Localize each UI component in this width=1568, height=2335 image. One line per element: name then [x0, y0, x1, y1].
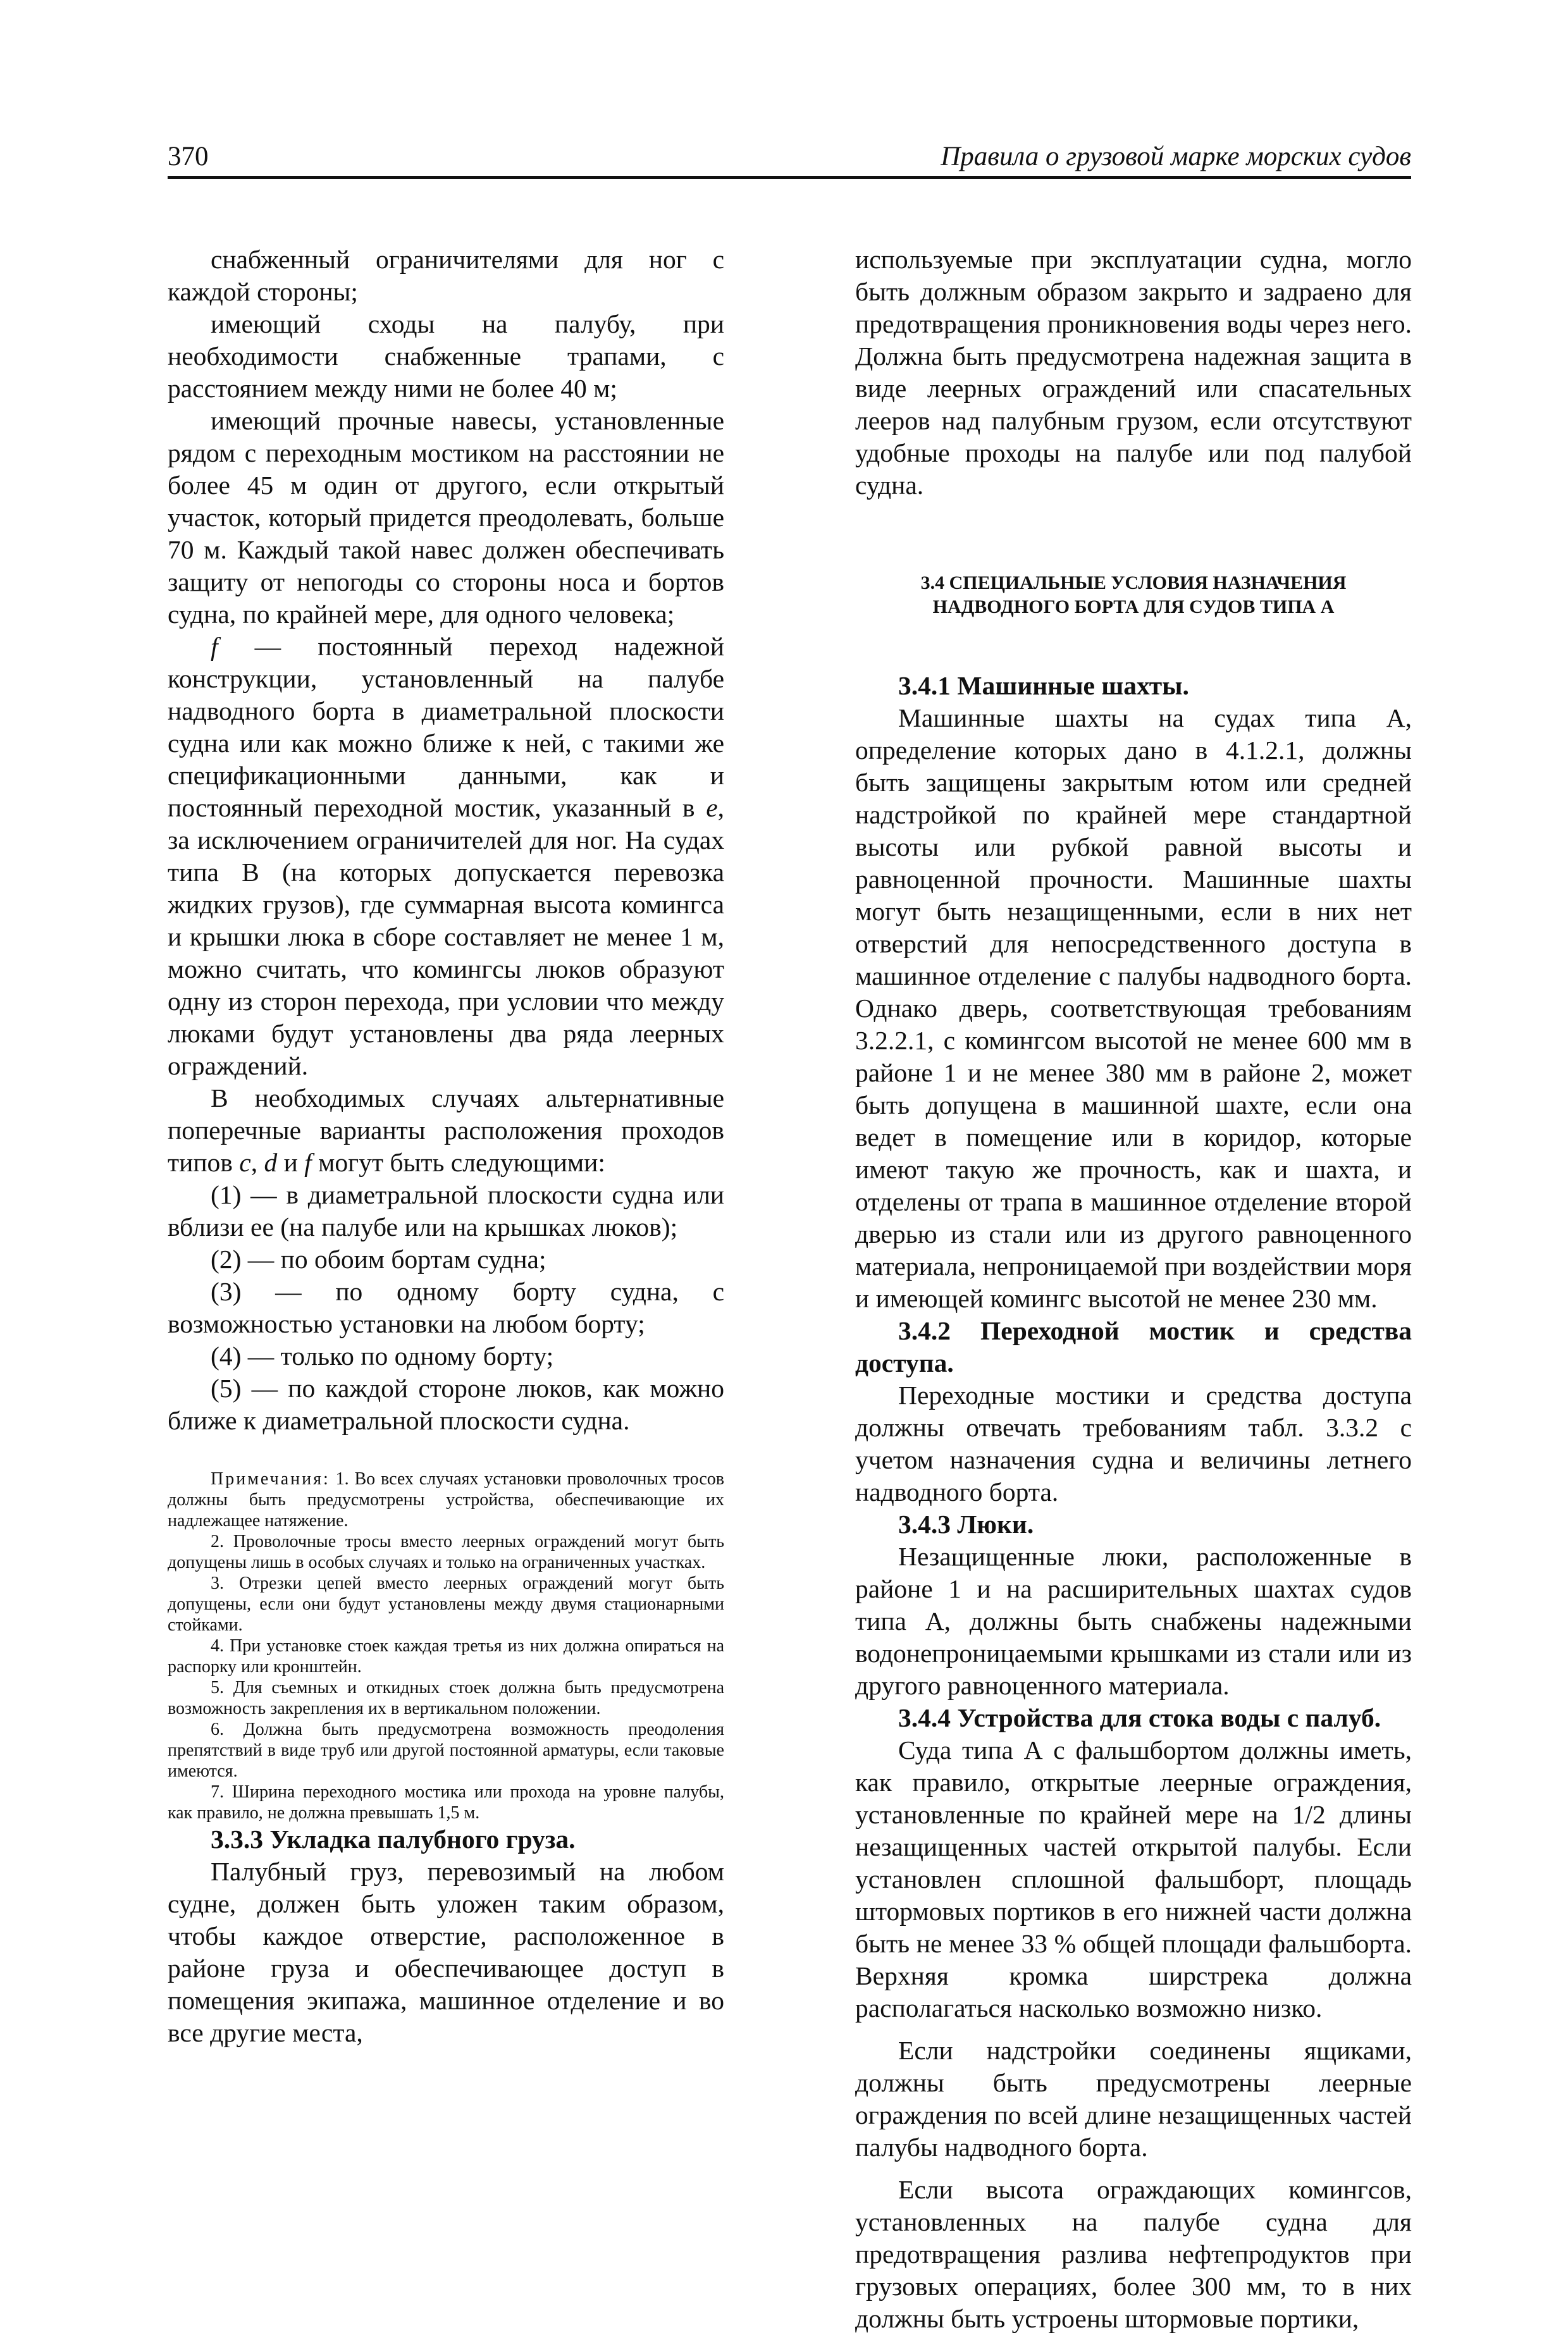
italic-letter: f: [304, 1148, 312, 1177]
right-column: [855, 243, 1412, 2335]
italic-letter: d: [264, 1148, 278, 1177]
section-title-line: 3.4 СПЕЦИАЛЬНЫЕ УСЛОВИЯ НАЗНАЧЕНИЯ: [920, 572, 1347, 593]
paragraph: Переходные мостики и средства доступа должны отвечать требованиям табл. 3.3.2 с учетом назначения судна и величины летнего надводного борта.: [855, 1381, 1412, 1506]
section-heading-3-4-1: 3.4.1 Машинные шахты.: [898, 671, 1189, 700]
italic-letter: e: [706, 793, 718, 822]
paragraph: Если надстройки соединены ящиками, должны быть предусмотрены леерные ограждения по всей длине незащищенных частей палубы надводного борта.: [855, 2036, 1412, 2162]
note-item: 2. Проволочные тросы вместо леерных ограждений могут быть допущены лишь в особых случаях и только на ограниченных участках.: [168, 1532, 724, 1572]
text-run: и: [277, 1148, 305, 1177]
left-column: [168, 243, 724, 2049]
note-item: 4. При установке стоек каждая третья из них должна опираться на распорку или кронштейн.: [168, 1636, 724, 1677]
paragraph: Палубный груз, перевозимый на любом судне, должен быть уложен таким образом, чтобы каждое отверстие, расположенное в районе груза и обеспечивающее доступ в помещения экипажа, машинное отделение и во все другие места,: [168, 1857, 724, 2047]
text-run: , за исключением ограничителей для ног. На судах типа В (на которых допускается перевозка жидких грузов), где суммарная высота комингса и крышки люка в сборе составляет не менее 1 м, можно считать, что комингсы люков образуют одну из сторон перехода, при условии что между люками будут установлены два ряда леерных ограждений.: [168, 793, 724, 1080]
italic-letter: f: [211, 632, 218, 661]
text-run: В необходимых случаях альтернативные поперечные варианты расположения проходов типов: [168, 1083, 724, 1177]
paragraph-alternatives: [168, 1082, 724, 1179]
paragraph: имеющий прочные навесы, установленные рядом с переходным мостиком на расстоянии не более 45 м один от другого, если открытый участок, который придется преодолевать, больше 70 м. Каждый такой навес должен обеспечивать защиту от непогоды со стороны носа и бортов судна, по крайней мере, для одного человека;: [168, 406, 724, 629]
paragraph: используемые при эксплуатации судна, могло быть должным образом закрыто и задраено для предотвращения проникновения воды через него. Должна быть предусмотрена надежная защита в виде леерных ограждений или спасательных лееров над палубным грузом, если отсутствуют удобные проходы на палубе или под палубой судна.: [855, 245, 1412, 500]
section-heading-3-4-2: 3.4.2 Переходной мостик и средства доступа.: [855, 1316, 1412, 1377]
option-item: (2) — по обоим бортам судна;: [211, 1245, 546, 1274]
note-item: 6. Должна быть предусмотрена возможность преодоления препятствий в виде труб или другой постоянной арматуры, если таковые имеются.: [168, 1720, 724, 1781]
section-heading-3-3-3: 3.3.3 Укладка палубного груза.: [211, 1825, 576, 1854]
paragraph: имеющий сходы на палубу, при необходимости снабженные трапами, с расстоянием между ними не более 40 м;: [168, 309, 724, 403]
running-title: Правила о грузовой марке морских судов: [941, 142, 1411, 171]
notes-block: [168, 1469, 724, 1823]
option-item: (1) — в диаметральной плоскости судна или вблизи ее (на палубе или на крышках люков);: [168, 1180, 724, 1241]
page-number: 370: [168, 142, 209, 171]
italic-letter: c: [239, 1148, 251, 1177]
text-run: ,: [250, 1148, 264, 1177]
option-item: (5) — по каждой стороне люков, как можно ближе к диаметральной плоскости судна.: [168, 1374, 724, 1435]
paragraph: снабженный ограничителями для ног с каждой стороны;: [168, 245, 724, 306]
text-run: — постоянный переход надежной конструкции, установленный на палубе надводного борта в диаметральной плоскости судна или как можно ближе к ней, с такими же спецификационными данными, как и постоянный переходной мостик, указанный в: [168, 632, 724, 822]
text-run: 1. Во всех случаях установки проволочных тросов должны быть предусмотрены устройства, обеспечивающие их надлежащее натяжение.: [168, 1469, 724, 1531]
section-title-line: НАДВОДНОГО БОРТА ДЛЯ СУДОВ ТИПА А: [932, 596, 1335, 617]
notes-label: Примечания:: [211, 1469, 330, 1489]
option-item: (4) — только по одному борту;: [211, 1341, 554, 1371]
section-heading-3-4-4: 3.4.4 Устройства для стока воды с палуб.: [898, 1703, 1381, 1732]
note-item: 7. Ширина переходного мостика или прохода на уровне палубы, как правило, не должна превышать 1,5 м.: [168, 1782, 724, 1823]
section-heading-3-4-3: 3.4.3 Люки.: [898, 1510, 1034, 1539]
note-item: 3. Отрезки цепей вместо леерных ограждений могут быть допущены, если они будут установлены между двумя стационарными стойками.: [168, 1574, 724, 1635]
paragraph-f: [168, 631, 724, 1082]
text-run: могут быть следующими:: [311, 1148, 605, 1177]
paragraph: Машинные шахты на судах типа А, определение которых дано в 4.1.2.1, должны быть защищены закрытым ютом или средней надстройкой по крайней мере стандартной высоты или рубкой равной высоты и равноценной прочности. Машинные шахты могут быть незащищенными, если в них нет отверстий для непосредственного доступа в машинное отделение с палубы надводного борта. Однако дверь, соответствующая требованиям 3.2.2.1, с комингсом высотой не менее 600 мм в районе 1 и не менее 380 мм в районе 2, может быть допущена в машинной шахте, если она ведет в помещение или в коридор, которые имеют такую же прочность, как и шахта, и отделены от трапа в машинное отделение второй дверью из стали или из другого равноценного материала, непроницаемой при воздействии моря и имеющей комингс высотой не менее 230 мм.: [855, 703, 1412, 1313]
note-item: 5. Для съемных и откидных стоек должна быть предусмотрена возможность закрепления их в вертикальном положении.: [168, 1678, 724, 1718]
section-title-3-4: [855, 571, 1412, 619]
option-item: (3) — по одному борту судна, с возможностью установки на любом борту;: [168, 1277, 724, 1338]
paragraph: Суда типа А с фальшбортом должны иметь, как правило, открытые леерные ограждения, установленные по крайней мере на 1/2 длины незащищенных частей открытой палубы. Если установлен сплошной фальшборт, площадь штормовых портиков в его нижней части должна быть не менее 33 % общей площади фальшборта. Верхняя кромка ширстрека должна располагаться насколько возможно низко.: [855, 1735, 1412, 2023]
paragraph: Незащищенные люки, расположенные в районе 1 и на расширительных шахтах судов типа А, должны быть снабжены надежными водонепроницаемыми крышками из стали или из другого равноценного материала.: [855, 1542, 1412, 1700]
paragraph: Если высота ограждающих комингсов, установленных на палубе судна для предотвращения разлива нефтепродуктов при грузовых операциях, более 300 мм, то в них должны быть устроены штормовые портики,: [855, 2175, 1412, 2333]
note-item: [168, 1469, 724, 1531]
page-header: [168, 138, 1411, 179]
